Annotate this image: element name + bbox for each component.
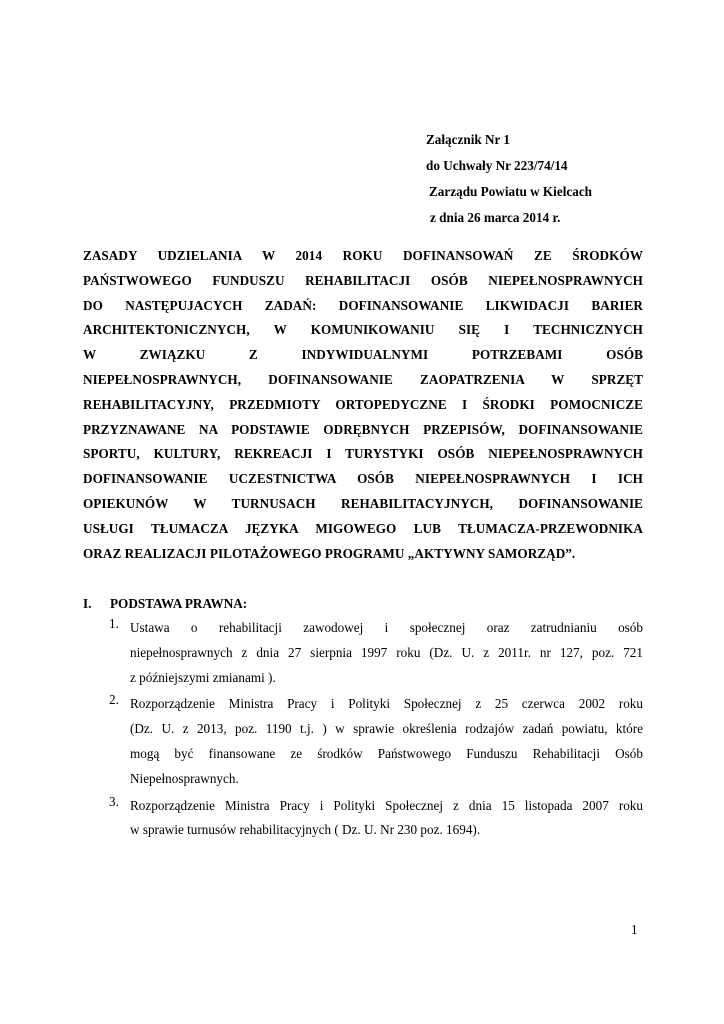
title-line: OPIEKUNÓW W TURNUSACH REHABILITACYJNYCH, DOFINANSOWANIE bbox=[83, 495, 643, 511]
section-heading-text: PODSTAWA PRAWNA: bbox=[110, 596, 248, 611]
title-line: ARCHITEKTONICZNYCH, W KOMUNIKOWANIU SIĘ I TECHNICZNYCH bbox=[83, 322, 643, 338]
annex-date: z dnia 26 marca 2014 r. bbox=[430, 210, 561, 225]
list-marker: 2. bbox=[109, 692, 119, 708]
title-line: DO NASTĘPUJACYCH ZADAŃ: DOFINANSOWANIE LIKWIDACJI BARIER bbox=[83, 297, 643, 313]
annex-resolution: do Uchwały Nr 223/74/14 bbox=[426, 158, 568, 173]
list-item-line: Rozporządzenie Ministra Pracy i Polityki Społecznej z 25 czerwca 2002 roku bbox=[130, 696, 643, 712]
title-line: PRZYZNAWANE NA PODSTAWIE ODRĘBNYCH PRZEPISÓW, DOFINANSOWANIE bbox=[83, 421, 643, 437]
list-item-line: mogą być finansowane ze środków Państwowego Funduszu Rehabilitacji Osób bbox=[130, 745, 643, 761]
section-heading bbox=[83, 592, 643, 616]
list-item-line: niepełnosprawnych z dnia 27 sierpnia 1997 roku (Dz. U. z 2011r. nr 127, poz. 721 bbox=[130, 644, 643, 660]
annex-header bbox=[426, 127, 592, 231]
list-item bbox=[83, 692, 643, 791]
title-line: ORAZ REALIZACJI PILOTAŻOWEGO PROGRAMU „AKTYWNY SAMORZĄD”. bbox=[83, 545, 576, 561]
list-item-line: (Dz. U. z 2013, poz. 1190 t.j. ) w sprawie określenia rodzajów zadań powiatu, które bbox=[130, 721, 643, 737]
list-item bbox=[83, 616, 643, 690]
list-item-line: w sprawie turnusów rehabilitacyjnych ( Dz. U. Nr 230 poz. 1694). bbox=[130, 822, 481, 838]
title-line: USŁUGI TŁUMACZA JĘZYKA MIGOWEGO LUB TŁUMACZA-PRZEWODNIKA bbox=[83, 520, 643, 536]
page-number: 1 bbox=[631, 922, 638, 937]
annex-board: Zarządu Powiatu w Kielcach bbox=[429, 184, 593, 199]
list-marker: 1. bbox=[109, 616, 119, 631]
title-line: DOFINANSOWANIE UCZESTNICTWA OSÓB NIEPEŁNOSPRAWNYCH I ICH bbox=[83, 471, 643, 487]
list-item-line: Ustawa o rehabilitacji zawodowej i społecznej oraz zatrudnianiu osób bbox=[130, 620, 643, 635]
title-line: PAŃSTWOWEGO FUNDUSZU REHABILITACJI OSÓB NIEPEŁNOSPRAWNYCH bbox=[83, 272, 643, 288]
annex-title: Załącznik Nr 1 bbox=[426, 132, 511, 147]
document-title bbox=[83, 244, 643, 566]
list-item-line: z późniejszymi zmianami ). bbox=[130, 669, 276, 685]
list-item-line: Niepełnosprawnych. bbox=[130, 770, 239, 786]
list-item bbox=[83, 794, 643, 844]
title-line: ZASADY UDZIELANIA W 2014 ROKU DOFINANSOWAŃ ZE ŚRODKÓW bbox=[83, 248, 643, 263]
legal-basis-section bbox=[83, 592, 643, 843]
list-item-line: Rozporządzenie Ministra Pracy i Polityki Społecznej z dnia 15 listopada 2007 roku bbox=[130, 797, 643, 813]
title-line: W ZWIĄZKU Z INDYWIDUALNYMI POTRZEBAMI OSÓB bbox=[83, 347, 643, 363]
title-line: SPORTU, KULTURY, REKREACJI I TURYSTYKI OSÓB NIEPEŁNOSPRAWNYCH bbox=[83, 446, 643, 462]
title-line: REHABILITACYJNY, PRZEDMIOTY ORTOPEDYCZNE I ŚRODKI POMOCNICZE bbox=[83, 396, 643, 412]
title-line: NIEPEŁNOSPRAWNYCH, DOFINANSOWANIE ZAOPATRZENIA W SPRZĘT bbox=[83, 371, 643, 387]
list-marker: 3. bbox=[109, 793, 119, 809]
section-number: I. bbox=[83, 596, 92, 611]
